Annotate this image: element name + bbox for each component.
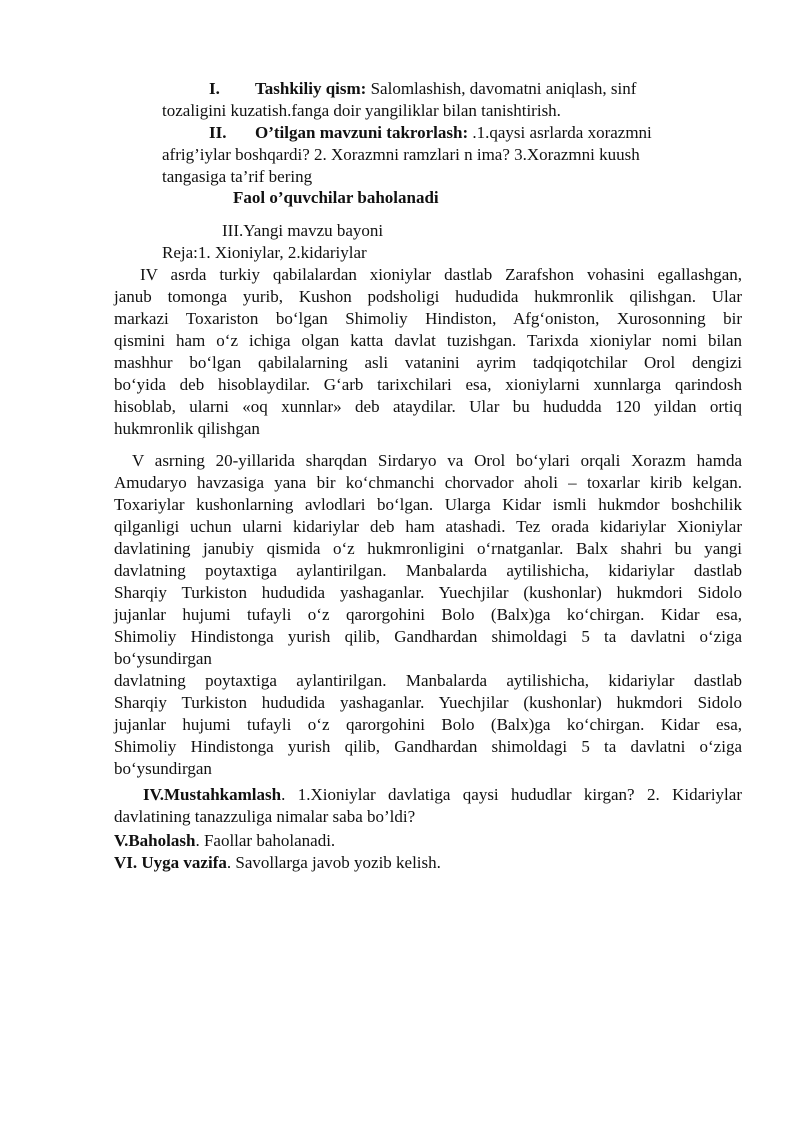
paragraph-line: Sharqiy Turkiston hududida yashaganlar. Yuechjilar (kushonlar) hukmdori Sidolo xyxy=(114,693,742,712)
paragraph-line: markazi Toxariston bo‘lgan Shimoliy Hindiston, Afg‘oniston, Xurosonning bir xyxy=(114,309,742,328)
paragraph-line: Amudaryo havzasiga yana bir ko‘chmanchi chorvador aholi – toxarlar kirib kelgan. xyxy=(114,473,742,492)
plan-item-1-continuation: tozaligini kuzatish.fanga doir yangiliklar bilan tanishtirish. xyxy=(162,101,561,120)
plan-item-2-text: .1.qaysi asrlarda xorazmni xyxy=(468,123,652,142)
paragraph-line: davlatining janubiy qismida o‘z hukmronligini o‘rnatganlar. Balx shahri bu yangi xyxy=(114,539,742,558)
paragraph-line: Sharqiy Turkiston hududida yashaganlar. Yuechjilar (kushonlar) hukmdori Sidolo xyxy=(114,583,742,602)
faol-heading: Faol o’quvchilar baholanadi xyxy=(233,188,439,207)
paragraph-line: IV asrda turkiy qabilalardan xioniylar dastlab Zarafshon vohasini egallashgan, xyxy=(140,265,742,284)
mustahkamlash-continuation: davlatining tanazzuliga nimalar saba bo’ldi? xyxy=(114,807,416,826)
plan-item-1-title: Tashkiliy qism: xyxy=(255,79,367,98)
homework-line xyxy=(114,852,441,874)
paragraph-line: hisoblab, ularni «oq xunnlar» deb ataydilar. Ular bu hududda 120 yildan ortiq xyxy=(114,397,742,416)
paragraph-line: davlatning poytaxtiga aylantirilgan. Manbalarda aytilishicha, kidariylar dastlab xyxy=(114,671,742,690)
paragraph-line: qismini ham o‘z ichiga olgan katta davlat tuzishgan. Tarixda xioniylar nomi bilan xyxy=(114,331,742,350)
baholash-line xyxy=(114,830,335,852)
paragraph-line: qilganligi uchun ularni kidariylar deb ham atashadi. Tez orada kidariylar Xioniylar xyxy=(114,517,742,536)
new-topic-heading: III.Yangi mavzu bayoni xyxy=(222,221,384,240)
baholash-text: . Faollar baholanadi. xyxy=(195,831,336,850)
homework-text: . Savollarga javob yozib kelish. xyxy=(226,853,441,872)
baholash-title: V.Baholash xyxy=(114,831,196,850)
paragraph-line: mashhur bo‘lgan qabilalarning asli vatanini ayrim tadqiqotchilar Orol dengizi xyxy=(114,353,742,372)
plan-item-2-title: O’tilgan mavzuni takrorlash: xyxy=(255,123,469,142)
mustahkamlash-line xyxy=(143,784,742,806)
paragraph-line: Shimoliy Hindistonga yurish qilib, Gandhardan shimoldagi 5 ta davlatni o‘ziga xyxy=(114,737,742,756)
paragraph-line: davlatning poytaxtiga aylantirilgan. Manbalarda aytilishicha, kidariylar dastlab xyxy=(114,561,742,580)
plan-item-1 xyxy=(209,78,636,100)
paragraph-line: janub tomonga yurib, Kushon podsholigi hududida hukmronlik qilishgan. Ular xyxy=(114,287,742,306)
plan-item-1-text: Salomlashish, davomatni aniqlash, sinf xyxy=(366,79,637,98)
paragraph-line: bo‘yida deb hisoblaydilar. G‘arb tarixchilari esa, xioniylarni xunnlarga qarindosh xyxy=(114,375,742,394)
paragraph-line: jujanlar hujumi tufayli o‘z qarorgohini Bolo (Balx)ga ko‘chirgan. Kidar esa, xyxy=(114,605,742,624)
paragraph-line: jujanlar hujumi tufayli o‘z qarorgohini Bolo (Balx)ga ko‘chirgan. Kidar esa, xyxy=(114,715,742,734)
paragraph-line: V asrning 20-yillarida sharqdan Sirdaryo va Orol bo‘ylari orqali Xorazm hamda xyxy=(132,451,742,470)
plan-item-1-number: I. xyxy=(209,79,220,98)
homework-title: VI. Uyga vazifa xyxy=(114,853,227,872)
plan-item-2-continuation: afrig’iylar boshqardi? 2. Xorazmni ramzlari n ima? 3.Xorazmni kuush xyxy=(162,145,640,164)
mustahkamlash-title: IV.Mustahkamlash xyxy=(143,785,282,804)
paragraph-line: bo‘ysundirgan xyxy=(114,759,212,778)
paragraph-line: Toxariylar kushonlarning avlodlari bo‘lgan. Ularga Kidar ismli hukmdor boshchilik xyxy=(114,495,742,514)
paragraph-line: bo‘ysundirgan xyxy=(114,649,212,668)
paragraph-line: Shimoliy Hindistonga yurish qilib, Gandhardan shimoldagi 5 ta davlatni o‘ziga xyxy=(114,627,742,646)
plan-item-2-number: II. xyxy=(209,123,227,142)
plan-item-2-continuation-2: tangasiga ta’rif bering xyxy=(162,167,313,186)
mustahkamlash-text: . 1.Xioniylar davlatiga qaysi hududlar kirgan? 2. Kidariylar xyxy=(281,785,742,804)
reja-line: Reja:1. Xioniylar, 2.kidariylar xyxy=(162,243,367,262)
plan-item-2 xyxy=(209,122,652,144)
paragraph-line: hukmronlik qilishgan xyxy=(114,419,260,438)
